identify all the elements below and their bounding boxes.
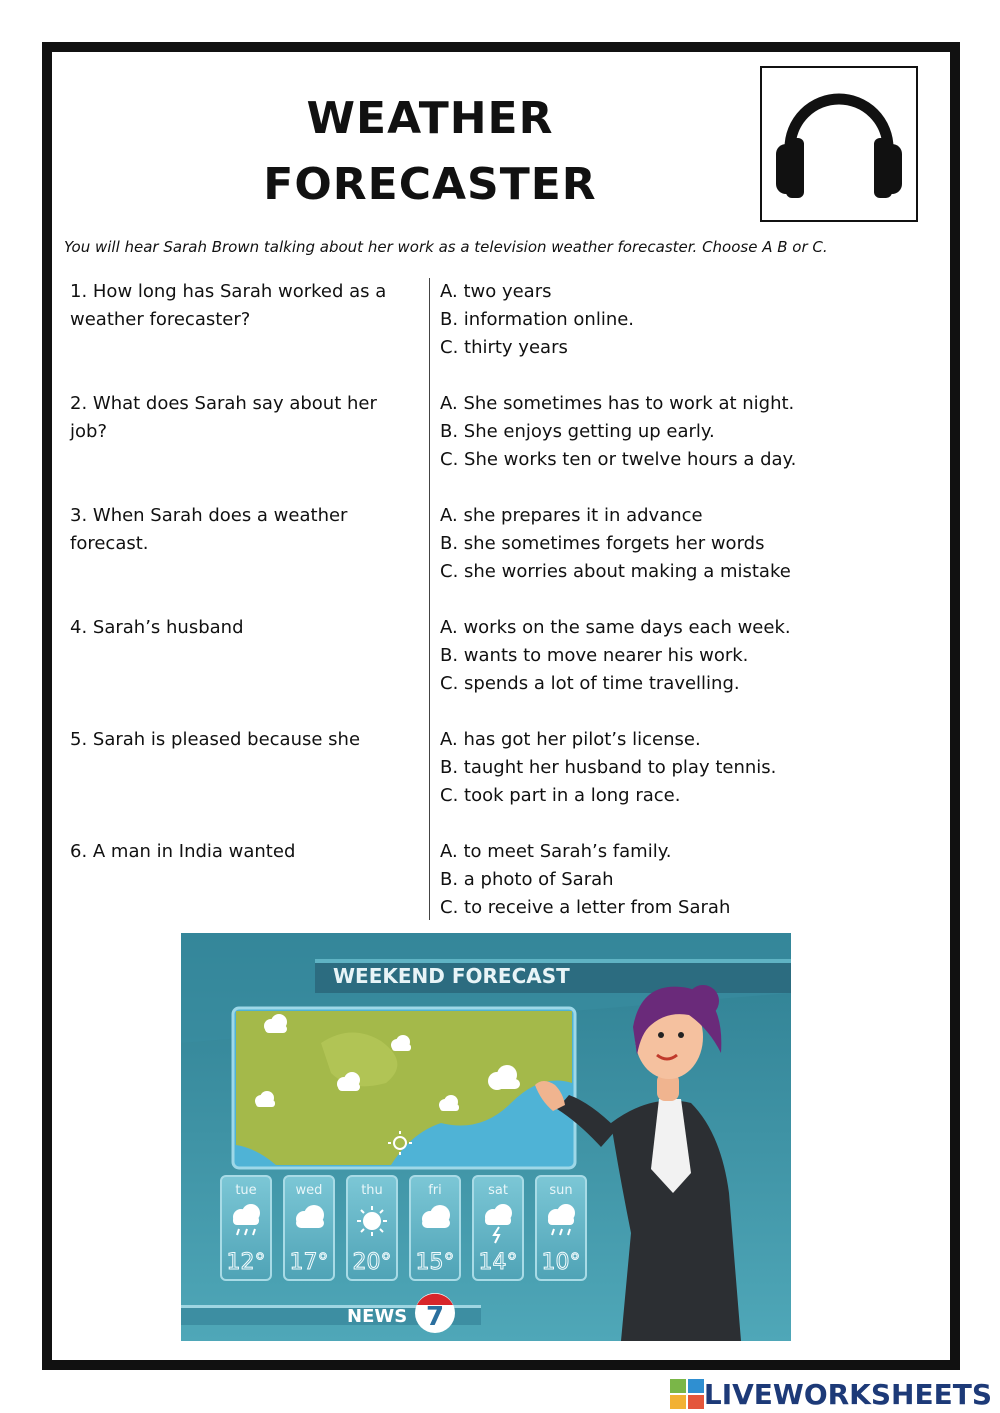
- options-2: [440, 390, 940, 474]
- temp-sun: 10°: [541, 1250, 581, 1275]
- options-3: [440, 502, 940, 586]
- question-6: 6. A man in India wanted: [70, 841, 296, 862]
- news-label: NEWS: [347, 1306, 408, 1327]
- news-number: 7: [425, 1302, 445, 1332]
- option-2c[interactable]: C. She works ten or twelve hours a day.: [440, 449, 797, 470]
- forecast-scene: [181, 933, 791, 1341]
- option-3c[interactable]: C. she worries about making a mistake: [440, 561, 791, 582]
- title-line-1: WEATHER: [306, 93, 554, 144]
- option-6c[interactable]: C. to receive a letter from Sarah: [440, 897, 731, 918]
- day-label-sun: sun: [549, 1183, 573, 1198]
- option-1c[interactable]: C. thirty years: [440, 337, 568, 358]
- option-2a[interactable]: A. She sometimes has to work at night.: [440, 393, 795, 414]
- option-1b[interactable]: B. information online.: [440, 309, 635, 330]
- question-3: 3. When Sarah does a weather forecast.: [70, 505, 348, 554]
- day-label-sat: sat: [488, 1183, 508, 1198]
- option-5a[interactable]: A. has got her pilot’s license.: [440, 729, 701, 750]
- option-4b[interactable]: B. wants to move nearer his work.: [440, 645, 749, 666]
- liveworksheets-watermark: [670, 1378, 992, 1410]
- question-2: 2. What does Sarah say about her job?: [70, 393, 377, 442]
- option-5c[interactable]: C. took part in a long race.: [440, 785, 681, 806]
- option-6b[interactable]: B. a photo of Sarah: [440, 869, 614, 890]
- page-title: [230, 86, 630, 218]
- temp-sat: 14°: [478, 1250, 518, 1275]
- options-1: [440, 278, 940, 362]
- banner-text: WEEKEND FORECAST: [333, 964, 570, 988]
- temp-tue: 12°: [226, 1250, 266, 1275]
- day-label-tue: tue: [235, 1183, 257, 1198]
- weather-forecast-illustration: [181, 933, 791, 1341]
- question-5: 5. Sarah is pleased because she: [70, 729, 361, 750]
- option-4c[interactable]: C. spends a lot of time travelling.: [440, 673, 740, 694]
- option-4a[interactable]: A. works on the same days each week.: [440, 617, 791, 638]
- question-1: 1. How long has Sarah worked as a weather forecaster?: [70, 281, 387, 330]
- listening-icon-box: [760, 66, 918, 222]
- headphones-icon: [762, 68, 916, 220]
- day-label-wed: wed: [295, 1183, 323, 1198]
- temp-wed: 17°: [289, 1250, 329, 1275]
- option-5b[interactable]: B. taught her husband to play tennis.: [440, 757, 777, 778]
- option-3a[interactable]: A. she prepares it in advance: [440, 505, 703, 526]
- watermark-text: LIVEWORKSHEETS: [703, 1377, 992, 1411]
- option-2b[interactable]: B. She enjoys getting up early.: [440, 421, 715, 442]
- question-4: 4. Sarah’s husband: [70, 617, 244, 638]
- options-4: [440, 614, 940, 698]
- options-5: [440, 726, 940, 810]
- temp-thu: 20°: [352, 1250, 392, 1275]
- option-3b[interactable]: B. she sometimes forgets her words: [440, 533, 765, 554]
- option-6a[interactable]: A. to meet Sarah’s family.: [440, 841, 672, 862]
- option-1a[interactable]: A. two years: [440, 281, 552, 302]
- liveworksheets-logo: [670, 1379, 704, 1409]
- day-label-thu: thu: [361, 1183, 383, 1198]
- temp-fri: 15°: [415, 1250, 455, 1275]
- title-line-2: FORECASTER: [263, 159, 597, 210]
- instructions: You will hear Sarah Brown talking about her work as a television weather forecaster. Choose A B or C.: [64, 238, 828, 256]
- column-divider: [429, 278, 430, 920]
- day-label-fri: fri: [428, 1183, 442, 1198]
- options-6: [440, 838, 940, 922]
